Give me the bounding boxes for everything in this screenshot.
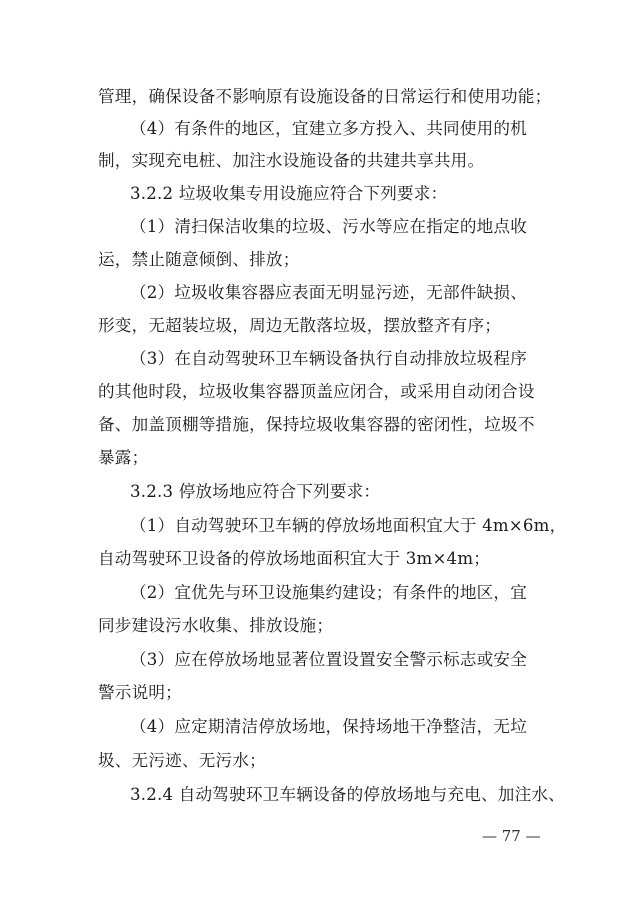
text-line: 的其他时段，垃圾收集容器顶盖应闭合，或采用自动闭合设	[98, 382, 535, 401]
text-line: （3）在自动驾驶环卫车辆设备执行自动排放垃圾程序	[130, 349, 528, 368]
text-line: （2）宜优先与环卫设施集约建设；有条件的地区，宜	[130, 583, 528, 602]
text-line: 圾、无污迹、无污水；	[98, 751, 266, 770]
text-line: 暴露；	[98, 448, 149, 467]
section-heading-3-2-3: 3.2.3 停放场地应符合下列要求：	[130, 482, 381, 501]
text-line: （2）垃圾收集容器应表面无明显污迹，无部件缺损、	[130, 283, 528, 302]
text-line: （4）应定期清洁停放场地，保持场地干净整洁，无垃	[130, 717, 528, 736]
text-line: （3）应在停放场地显著位置设置安全警示标志或安全	[130, 650, 528, 669]
text-line: 警示说明；	[98, 683, 182, 702]
text-line: 自动驾驶环卫设备的停放场地面积宜大于 3m×4m；	[98, 549, 491, 568]
text-line: 制，实现充电桩、加注水设施设备的共建共享共用。	[98, 151, 485, 170]
text-line: 运，禁止随意倾倒、排放；	[98, 250, 300, 269]
text-line: （4）有条件的地区，宜建立多方投入、共同使用的机	[130, 119, 528, 138]
page-number: — 77 —	[482, 827, 541, 845]
text-line: （1）清扫保洁收集的垃圾、污水等应在指定的地点收	[130, 217, 528, 236]
text-line: 形变，无超装垃圾，周边无散落垃圾，摆放整齐有序；	[98, 316, 502, 335]
text-line: （1）自动驾驶环卫车辆的停放场地面积宜大于 4m×6m，	[130, 516, 567, 535]
text-line: 管理，确保设备不影响原有设施设备的日常运行和使用功能；	[98, 87, 552, 106]
text-line: 备、加盖顶棚等措施，保持垃圾收集容器的密闭性，垃圾不	[98, 415, 535, 434]
section-heading-3-2-4: 3.2.4 自动驾驶环卫车辆设备的停放场地与充电、加注水、	[130, 785, 565, 804]
section-heading-3-2-2: 3.2.2 垃圾收集专用设施应符合下列要求：	[130, 184, 448, 203]
text-line: 同步建设污水收集、排放设施；	[98, 616, 334, 635]
